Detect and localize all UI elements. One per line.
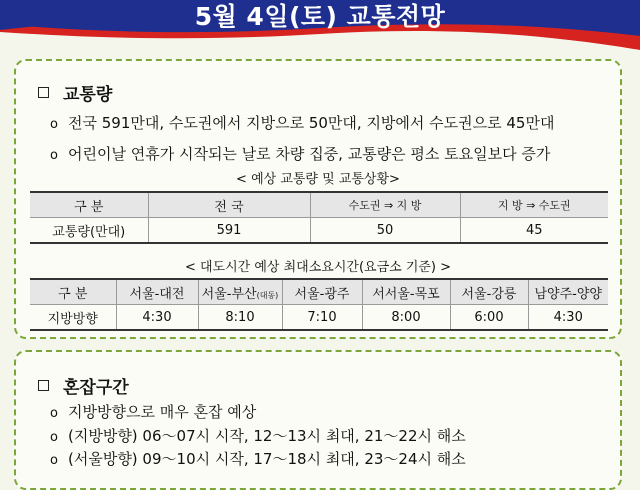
table-header-cell: 서울-강릉 xyxy=(450,279,528,305)
congestion-bullet-text: (지방방향) 06～07시 시작, 12～13시 최대, 21～22시 해소 xyxy=(68,427,466,445)
table-cell: 45 xyxy=(460,218,608,244)
traffic-bullet-2 xyxy=(50,143,550,164)
header-banner xyxy=(0,0,640,62)
congestion-heading xyxy=(38,373,129,398)
table-cell: 교통량(만대) xyxy=(30,218,148,244)
circle-bullet-icon: o xyxy=(50,148,58,163)
table-header-cell: 전 국 xyxy=(148,192,310,218)
table-header-cell: 구 분 xyxy=(30,192,148,218)
traffic-volume-table xyxy=(30,191,608,244)
route-label: 서울-부산 xyxy=(201,286,257,302)
congestion-bullet-text: 지방방향으로 매우 혼잡 예상 xyxy=(68,403,257,421)
circle-bullet-icon: o xyxy=(50,406,58,421)
table-row xyxy=(30,218,608,244)
circle-bullet-icon: o xyxy=(50,453,58,468)
table-cell: 지방방향 xyxy=(30,305,116,331)
time-table-caption: < 대도시간 예상 최대소요시간(요금소 기준) > xyxy=(184,260,452,275)
table-cell: 4:30 xyxy=(116,305,198,331)
table-cell: 7:10 xyxy=(282,305,362,331)
table-header-row xyxy=(30,192,608,218)
circle-bullet-icon: o xyxy=(50,430,58,445)
congestion-bullet-text: (서울방향) 09～10시 시작, 17～18시 최대, 23～24시 해소 xyxy=(68,450,466,468)
table-cell: 4:30 xyxy=(528,305,608,331)
table-header-cell: 구 분 xyxy=(30,279,116,305)
table-header-cell: 수도권 ⇒ 지 방 xyxy=(310,192,460,218)
route-note: (대동) xyxy=(256,290,279,300)
table-cell: 8:00 xyxy=(362,305,450,331)
table-row xyxy=(30,305,608,331)
page-title: 5월 4일(토) 교통전망 xyxy=(194,2,446,31)
square-bullet-icon xyxy=(38,380,49,391)
congestion-bullet-1 xyxy=(50,401,256,422)
traffic-bullet-1 xyxy=(50,112,554,133)
table-header-cell: 남양주-양양 xyxy=(528,279,608,305)
table-header-cell: 지 방 ⇒ 수도권 xyxy=(460,192,608,218)
congestion-bullet-2 xyxy=(50,425,466,446)
table-header-cell xyxy=(198,279,282,305)
congestion-heading-text: 혼잡구간 xyxy=(63,378,129,398)
table-header-cell: 서서울-목포 xyxy=(362,279,450,305)
square-bullet-icon xyxy=(38,87,49,98)
table-cell: 6:00 xyxy=(450,305,528,331)
table-header-cell: 서울-대전 xyxy=(116,279,198,305)
table-cell: 591 xyxy=(148,218,310,244)
travel-time-table xyxy=(30,278,608,331)
congestion-bullet-3 xyxy=(50,448,466,469)
table-header-cell: 서울-광주 xyxy=(282,279,362,305)
traffic-volume-heading-text: 교통량 xyxy=(63,85,113,105)
table-cell: 8:10 xyxy=(198,305,282,331)
traffic-volume-heading xyxy=(38,80,112,105)
circle-bullet-icon: o xyxy=(50,117,58,132)
table-cell: 50 xyxy=(310,218,460,244)
traffic-bullet-text: 전국 591만대, 수도권에서 지방으로 50만대, 지방에서 수도권으로 45만대 xyxy=(68,114,555,132)
table-header-row xyxy=(30,279,608,305)
traffic-bullet-text: 어린이날 연휴가 시작되는 날로 차량 집중, 교통량은 평소 토요일보다 증가 xyxy=(68,145,551,163)
volume-table-caption: < 예상 교통량 및 교통상황> xyxy=(236,172,400,187)
